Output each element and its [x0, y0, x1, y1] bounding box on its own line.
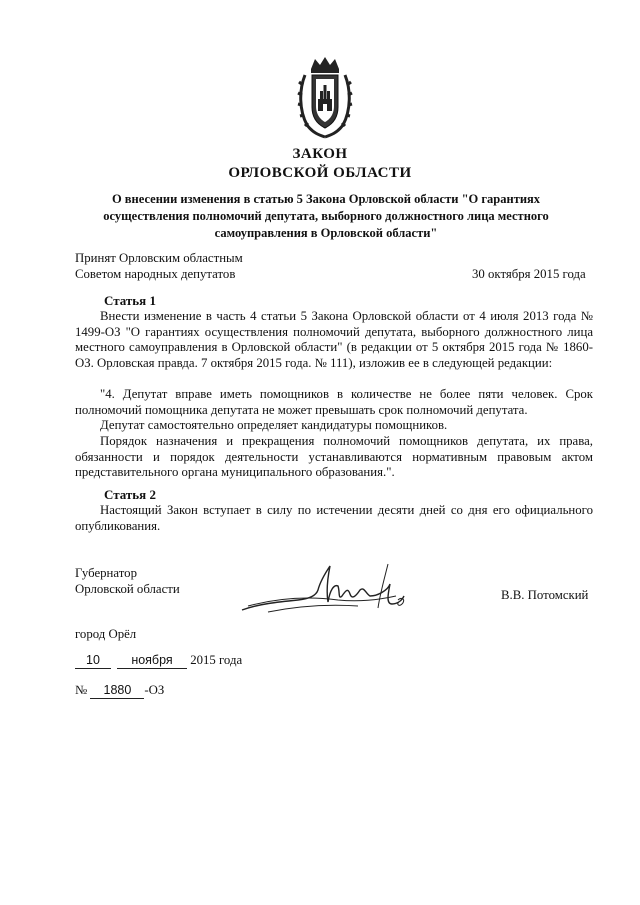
adoption-line: Советом народных депутатов: [75, 266, 236, 281]
article-1-paragraph: Внести изменение в часть 4 статьи 5 Закона Орловской области от 4 июля 2013 года № 1499-ОЗ "О гарантиях осуществления полномочий депутата, выборного должностного лица местного самоуправления в Орловской области" (в редакции от 5 октября 2015 года № 1860-ОЗ. Орловская правда. 7 октября 2015 года. № 111), изложив ее в следующей редакции:: [75, 309, 593, 370]
handwritten-signature-icon: [238, 560, 413, 622]
adoption-info: [75, 251, 243, 282]
coat-of-arms-icon: [297, 55, 353, 139]
subtitle-line: самоуправления в Орловской области": [214, 226, 438, 240]
position-line: Губернатор: [75, 566, 137, 580]
signing-date: [75, 653, 242, 669]
date-month: ноября: [117, 653, 187, 669]
article-1-quote-paragraph: Депутат самостоятельно определяет кандидатуры помощников.: [100, 418, 448, 432]
signatory-name: В.В. Потомский: [501, 588, 589, 602]
adoption-date: 30 октября 2015 года: [472, 267, 586, 281]
article-1-quote-paragraph: Порядок назначения и прекращения полномочий помощников депутата, их права, обязанности и порядок деятельности устанавливаются нормативным правовым актом представительного органа муниципального образования.".: [75, 434, 593, 479]
number-prefix: №: [75, 683, 88, 697]
subtitle-line: осуществления полномочий депутата, выборного должностного лица местного: [103, 209, 549, 223]
date-day: 10: [75, 653, 111, 669]
subtitle-line: О внесении изменения в статью 5 Закона Орловской области "О гарантиях: [111, 192, 541, 206]
city-of-signing: город Орёл: [75, 627, 137, 641]
law-subject-title: [80, 191, 572, 242]
article-1-heading: Статья 1: [104, 293, 156, 308]
law-number: [75, 683, 164, 699]
article-2-heading: Статья 2: [104, 487, 156, 502]
date-year: 2015 года: [190, 653, 243, 667]
document-type-title: ЗАКОН: [292, 146, 348, 162]
signatory-position: [75, 566, 180, 597]
article-1-quote-paragraph: "4. Депутат вправе иметь помощников в количестве не более пяти человек. Срок полномочий помощника депутата не может превышать срок полномочий депутата.: [75, 387, 593, 417]
number-value: 1880: [90, 683, 144, 699]
article-2-paragraph: Настоящий Закон вступает в силу по истечении десяти дней со дня его официального опубликования.: [75, 503, 593, 533]
number-suffix: -ОЗ: [144, 683, 165, 697]
position-line: Орловской области: [75, 581, 180, 596]
issuer-title: ОРЛОВСКОЙ ОБЛАСТИ: [228, 165, 412, 181]
adoption-line: Принят Орловским областным: [75, 251, 243, 265]
